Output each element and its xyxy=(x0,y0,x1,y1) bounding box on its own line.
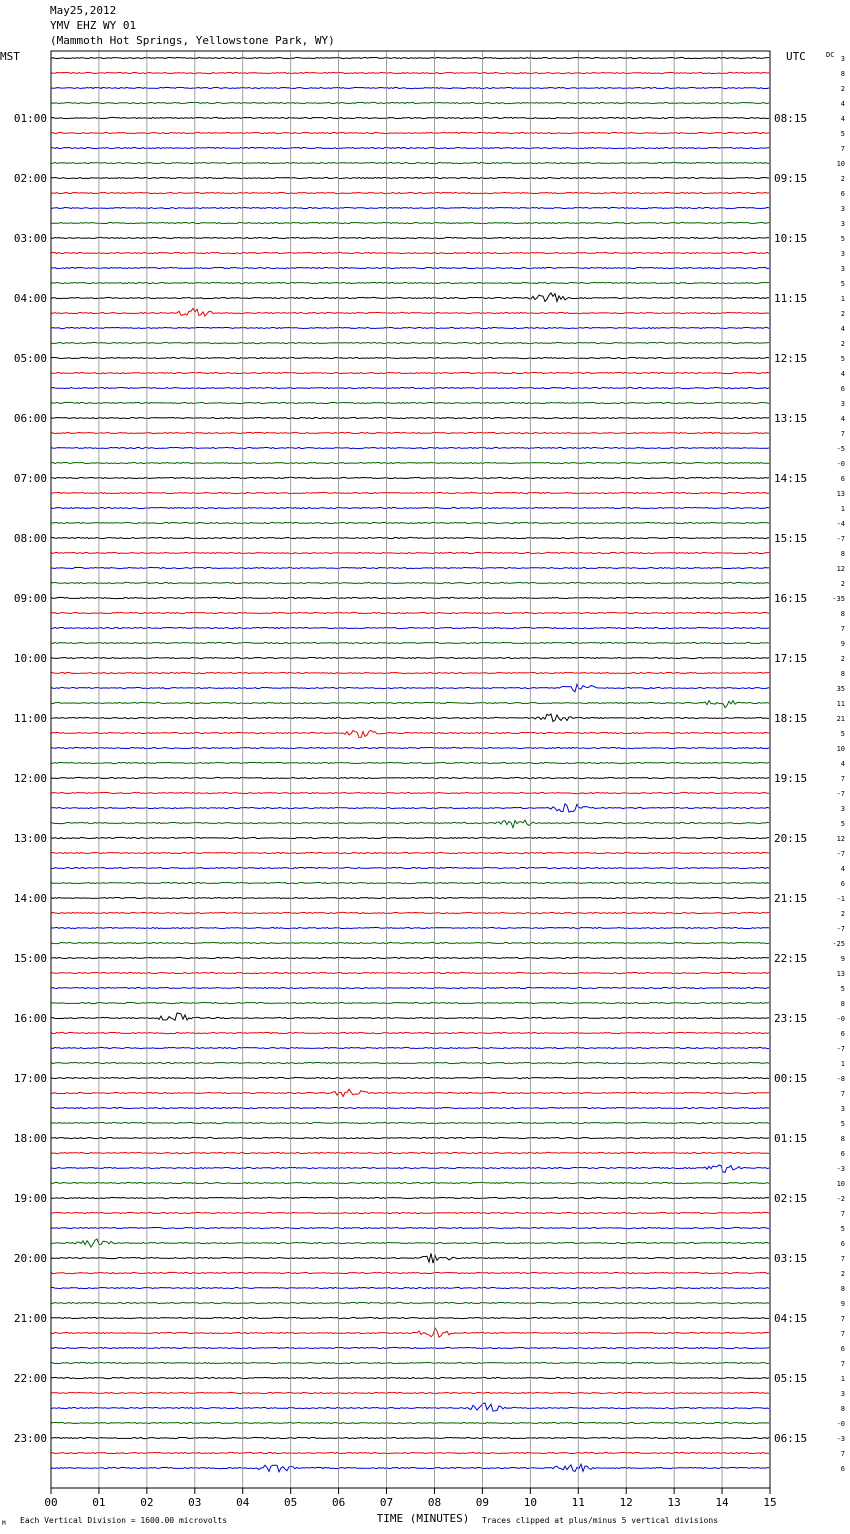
x-tick-label: 13 xyxy=(667,1496,681,1509)
trace-row xyxy=(51,1089,769,1096)
right-hour-label: 05:15 xyxy=(774,1372,808,1385)
dc-offset-label: -7 xyxy=(836,535,845,543)
x-tick-label: 09 xyxy=(475,1496,490,1509)
trace-row xyxy=(51,1182,769,1183)
trace-row xyxy=(51,1328,769,1337)
right-hour-label: 00:15 xyxy=(774,1072,808,1085)
trace-row xyxy=(51,567,769,568)
right-hour-label: 23:15 xyxy=(774,1012,808,1025)
trace-row xyxy=(51,792,769,793)
trace-row xyxy=(51,477,769,478)
trace-row xyxy=(51,432,769,433)
dc-offset-label: -7 xyxy=(836,850,845,858)
dc-offset-label: 3 xyxy=(840,55,845,63)
x-tick-label: 14 xyxy=(715,1496,729,1509)
right-hour-label: 12:15 xyxy=(774,352,808,365)
x-tick-label: 11 xyxy=(571,1496,585,1509)
left-hour-label: 20:00 xyxy=(13,1252,47,1265)
dc-offset-label: 4 xyxy=(840,760,845,768)
trace-row xyxy=(51,87,769,88)
left-hour-label: 11:00 xyxy=(13,712,47,725)
dc-offset-label: 7 xyxy=(840,430,845,438)
right-hour-label: 08:15 xyxy=(774,112,808,125)
dc-offset-label: -7 xyxy=(836,925,845,933)
dc-offset-label: 3 xyxy=(840,205,845,213)
left-timezone-label: MST xyxy=(0,50,20,63)
dc-offset-label: 4 xyxy=(840,370,845,378)
dc-offset-label: 3 xyxy=(840,220,845,228)
x-tick-label: 01 xyxy=(92,1496,106,1509)
trace-row xyxy=(51,447,769,448)
dc-offset-label: 6 xyxy=(840,385,845,393)
trace-row xyxy=(51,327,769,328)
trace-row xyxy=(51,57,769,58)
trace-row xyxy=(51,387,769,388)
dc-offset-label: 7 xyxy=(840,775,845,783)
x-tick-label: 08 xyxy=(427,1496,442,1509)
dc-offset-label: 13 xyxy=(836,490,845,498)
trace-row xyxy=(51,1317,769,1318)
dc-offset-label: 4 xyxy=(840,100,845,108)
trace-row xyxy=(51,1077,769,1078)
trace-row xyxy=(51,1002,769,1003)
right-hour-label: 15:15 xyxy=(774,532,808,545)
dc-offset-label: 6 xyxy=(840,1465,845,1473)
x-tick-label: 02 xyxy=(140,1496,154,1509)
left-hour-label: 10:00 xyxy=(13,652,47,665)
dc-offset-label: 3 xyxy=(840,265,845,273)
dc-offset-label: 6 xyxy=(840,1240,845,1248)
trace-row xyxy=(51,1377,769,1378)
right-hour-label: 14:15 xyxy=(774,472,808,485)
x-tick-label: 06 xyxy=(331,1496,346,1509)
dc-offset-label: 7 xyxy=(840,1450,845,1458)
trace-row xyxy=(51,684,769,691)
right-hour-label: 06:15 xyxy=(774,1432,808,1445)
trace-row xyxy=(51,714,769,721)
dc-offset-label: 5 xyxy=(840,820,845,828)
dc-offset-label: 3 xyxy=(840,1390,845,1398)
dc-offset-label: 35 xyxy=(836,685,845,693)
left-hour-label: 08:00 xyxy=(13,532,47,545)
trace-row xyxy=(51,897,769,898)
label-group xyxy=(14,55,845,1509)
trace-row xyxy=(51,1302,769,1303)
trace-row xyxy=(51,1032,769,1033)
trace-row xyxy=(51,402,769,403)
dc-offset-label: 5 xyxy=(840,130,845,138)
trace-row xyxy=(51,1227,769,1228)
trace-row xyxy=(51,730,769,737)
dc-offset-label: 7 xyxy=(840,625,845,633)
dc-offset-label: 2 xyxy=(840,85,845,93)
right-hour-label: 22:15 xyxy=(774,952,808,965)
trace-row xyxy=(51,1362,769,1363)
left-hour-label: 03:00 xyxy=(13,232,47,245)
dc-offset-label: 3 xyxy=(840,1105,845,1113)
dc-offset-label: 4 xyxy=(840,325,845,333)
trace-row xyxy=(51,942,769,943)
dc-offset-label: 8 xyxy=(840,610,845,618)
dc-column-label: DC xyxy=(826,51,835,59)
dc-offset-label: 7 xyxy=(840,145,845,153)
trace-row xyxy=(51,222,769,223)
trace-row xyxy=(51,162,769,163)
dc-offset-label: 21 xyxy=(836,715,845,723)
trace-row xyxy=(51,507,769,508)
trace-row xyxy=(51,132,769,133)
trace-row xyxy=(51,627,769,628)
dc-offset-label: -2 xyxy=(836,1195,845,1203)
trace-row xyxy=(51,357,769,358)
trace-row xyxy=(51,1403,769,1411)
dc-offset-label: 6 xyxy=(840,1030,845,1038)
trace-row xyxy=(51,972,769,973)
dc-offset-label: 1 xyxy=(840,505,845,513)
left-hour-label: 05:00 xyxy=(13,352,47,365)
dc-offset-label: -35 xyxy=(832,595,845,603)
record-date: May25,2012 xyxy=(50,4,117,17)
dc-offset-label: 1 xyxy=(840,1060,845,1068)
trace-row xyxy=(51,612,769,613)
trace-row xyxy=(51,1047,769,1048)
dc-offset-label: 4 xyxy=(840,865,845,873)
trace-row xyxy=(51,837,769,838)
dc-offset-label: 8 xyxy=(840,550,845,558)
station-code: YMV EHZ WY 01 xyxy=(50,19,137,32)
corner-mark: M xyxy=(2,1520,6,1527)
trace-row xyxy=(51,1107,769,1108)
dc-offset-label: -5 xyxy=(836,445,845,453)
dc-offset-label: 5 xyxy=(840,355,845,363)
trace-row xyxy=(51,72,769,73)
trace-row xyxy=(51,308,769,316)
right-hour-label: 21:15 xyxy=(774,892,808,905)
dc-offset-label: 5 xyxy=(840,280,845,288)
trace-row xyxy=(51,102,769,103)
left-hour-label: 22:00 xyxy=(13,1372,47,1385)
trace-row xyxy=(51,537,769,538)
right-hour-label: 19:15 xyxy=(774,772,808,785)
trace-row xyxy=(51,957,769,958)
dc-offset-label: -0 xyxy=(836,1420,845,1428)
dc-offset-label: -3 xyxy=(836,1165,845,1173)
right-hour-label: 13:15 xyxy=(774,412,808,425)
dc-offset-label: 3 xyxy=(840,805,845,813)
trace-row xyxy=(51,1452,769,1453)
x-tick-label: 05 xyxy=(284,1496,298,1509)
dc-offset-label: 12 xyxy=(836,835,845,843)
x-tick-label: 04 xyxy=(236,1496,250,1509)
left-hour-label: 14:00 xyxy=(13,892,47,905)
right-hour-label: 17:15 xyxy=(774,652,808,665)
dc-offset-label: 10 xyxy=(836,1180,845,1188)
dc-offset-label: -25 xyxy=(832,940,845,948)
trace-row xyxy=(51,1287,769,1288)
trace-row xyxy=(51,582,769,583)
dc-offset-label: 10 xyxy=(836,745,845,753)
trace-row xyxy=(51,597,769,598)
dc-offset-label: -7 xyxy=(836,1045,845,1053)
trace-group xyxy=(51,57,769,1471)
dc-offset-label: 7 xyxy=(840,1255,845,1263)
trace-row xyxy=(51,1437,769,1438)
x-axis-label: TIME (MINUTES) xyxy=(376,1512,470,1525)
trace-row xyxy=(51,1253,769,1263)
x-tick-label: 12 xyxy=(619,1496,633,1509)
dc-offset-label: 3 xyxy=(840,400,845,408)
trace-row xyxy=(51,642,769,643)
right-hour-label: 04:15 xyxy=(774,1312,808,1325)
trace-row xyxy=(51,1422,769,1423)
dc-offset-label: 2 xyxy=(840,1270,845,1278)
right-hour-label: 02:15 xyxy=(774,1192,808,1205)
trace-row xyxy=(51,1464,769,1472)
dc-offset-label: 3 xyxy=(840,250,845,258)
trace-row xyxy=(51,1152,769,1153)
left-hour-label: 21:00 xyxy=(13,1312,47,1325)
dc-offset-label: 8 xyxy=(840,670,845,678)
dc-offset-label: 4 xyxy=(840,115,845,123)
trace-row xyxy=(51,657,769,658)
dc-offset-label: -3 xyxy=(836,1435,845,1443)
left-hour-label: 04:00 xyxy=(13,292,47,305)
trace-row xyxy=(51,372,769,373)
dc-offset-label: 5 xyxy=(840,235,845,243)
left-hour-label: 12:00 xyxy=(13,772,47,785)
trace-row xyxy=(51,762,769,763)
dc-offset-label: 1 xyxy=(840,1375,845,1383)
dc-offset-label: 7 xyxy=(840,1315,845,1323)
right-timezone-label: UTC xyxy=(786,50,806,63)
dc-offset-label: 12 xyxy=(836,565,845,573)
dc-offset-label: 2 xyxy=(840,580,845,588)
trace-row xyxy=(51,177,769,178)
dc-offset-label: 2 xyxy=(840,910,845,918)
dc-offset-label: 8 xyxy=(840,1135,845,1143)
trace-row xyxy=(51,672,769,673)
dc-offset-label: 11 xyxy=(836,700,845,708)
dc-offset-label: 2 xyxy=(840,655,845,663)
trace-row xyxy=(51,927,769,928)
dc-offset-label: 8 xyxy=(840,1405,845,1413)
trace-row xyxy=(51,1165,769,1173)
trace-row xyxy=(51,192,769,193)
dc-offset-label: 6 xyxy=(840,475,845,483)
dc-offset-label: 6 xyxy=(840,190,845,198)
trace-row xyxy=(51,282,769,283)
dc-offset-label: -8 xyxy=(836,1075,845,1083)
trace-row xyxy=(51,267,769,268)
scale-note: Each Vertical Division = 1600.00 microvolts xyxy=(20,1516,228,1525)
trace-row xyxy=(51,747,769,748)
dc-offset-label: 4 xyxy=(840,415,845,423)
right-hour-label: 16:15 xyxy=(774,592,808,605)
trace-row xyxy=(51,117,769,118)
trace-row xyxy=(51,1197,769,1198)
trace-row xyxy=(51,820,769,828)
dc-offset-label: 6 xyxy=(840,880,845,888)
trace-row xyxy=(51,1122,769,1123)
x-tick-label: 07 xyxy=(379,1496,394,1509)
dc-offset-label: -1 xyxy=(836,895,845,903)
dc-offset-label: 7 xyxy=(840,1360,845,1368)
trace-row xyxy=(51,1013,769,1020)
trace-row xyxy=(51,462,769,463)
dc-offset-label: 7 xyxy=(840,1090,845,1098)
dc-offset-label: -7 xyxy=(836,790,845,798)
right-hour-label: 03:15 xyxy=(774,1252,808,1265)
dc-offset-label: 5 xyxy=(840,1225,845,1233)
right-hour-label: 11:15 xyxy=(774,292,808,305)
trace-row xyxy=(51,1137,769,1138)
dc-offset-label: 7 xyxy=(840,1330,845,1338)
trace-row xyxy=(51,867,769,868)
trace-row xyxy=(51,147,769,148)
left-hour-label: 15:00 xyxy=(13,952,47,965)
trace-row xyxy=(51,252,769,253)
trace-row xyxy=(51,342,769,343)
dc-offset-label: -0 xyxy=(836,1015,845,1023)
trace-row xyxy=(51,804,769,812)
trace-row xyxy=(51,987,769,988)
dc-offset-label: 2 xyxy=(840,310,845,318)
trace-row xyxy=(51,492,769,493)
dc-offset-label: 9 xyxy=(840,955,845,963)
left-hour-label: 18:00 xyxy=(13,1132,47,1145)
trace-row xyxy=(51,207,769,208)
left-hour-label: 09:00 xyxy=(13,592,47,605)
dc-offset-label: 2 xyxy=(840,340,845,348)
right-hour-label: 10:15 xyxy=(774,232,808,245)
station-location: (Mammoth Hot Springs, Yellowstone Park, WY) xyxy=(50,34,335,47)
left-hour-label: 01:00 xyxy=(13,112,47,125)
x-tick-label: 03 xyxy=(188,1496,202,1509)
x-tick-label: 00 xyxy=(44,1496,58,1509)
trace-row xyxy=(51,1347,769,1348)
dc-offset-label: 1 xyxy=(840,295,845,303)
trace-row xyxy=(51,1062,769,1063)
trace-row xyxy=(51,1272,769,1273)
dc-offset-label: -0 xyxy=(836,460,845,468)
trace-row xyxy=(51,522,769,523)
trace-row xyxy=(51,1239,769,1247)
dc-offset-label: -4 xyxy=(836,520,845,528)
dc-offset-label: 5 xyxy=(840,730,845,738)
left-hour-label: 07:00 xyxy=(13,472,47,485)
dc-offset-label: 6 xyxy=(840,1150,845,1158)
left-hour-label: 17:00 xyxy=(13,1072,47,1085)
trace-row xyxy=(51,237,769,238)
trace-row xyxy=(51,701,769,708)
dc-offset-label: 9 xyxy=(840,1300,845,1308)
trace-row xyxy=(51,777,769,778)
left-hour-label: 19:00 xyxy=(13,1192,47,1205)
left-hour-label: 06:00 xyxy=(13,412,47,425)
trace-row xyxy=(51,1212,769,1213)
dc-offset-label: 6 xyxy=(840,1345,845,1353)
dc-offset-label: 8 xyxy=(840,70,845,78)
dc-offset-label: 13 xyxy=(836,970,845,978)
right-hour-label: 18:15 xyxy=(774,712,808,725)
left-hour-label: 16:00 xyxy=(13,1012,47,1025)
dc-offset-label: 5 xyxy=(840,1120,845,1128)
dc-offset-label: 9 xyxy=(840,640,845,648)
left-hour-label: 13:00 xyxy=(13,832,47,845)
left-hour-label: 23:00 xyxy=(13,1432,47,1445)
dc-offset-label: 5 xyxy=(840,985,845,993)
right-hour-label: 20:15 xyxy=(774,832,808,845)
trace-row xyxy=(51,1392,769,1393)
x-tick-label: 10 xyxy=(523,1496,537,1509)
dc-offset-label: 8 xyxy=(840,1285,845,1293)
left-hour-label: 02:00 xyxy=(13,172,47,185)
dc-offset-label: 7 xyxy=(840,1210,845,1218)
trace-row xyxy=(51,852,769,853)
right-hour-label: 09:15 xyxy=(774,172,808,185)
trace-row xyxy=(51,293,769,302)
dc-offset-label: 10 xyxy=(836,160,845,168)
dc-offset-label: 2 xyxy=(840,175,845,183)
x-tick-label: 15 xyxy=(763,1496,777,1509)
trace-row xyxy=(51,552,769,553)
clip-note: Traces clipped at plus/minus 5 vertical divisions xyxy=(482,1516,719,1525)
trace-row xyxy=(51,417,769,418)
trace-row xyxy=(51,882,769,883)
dc-offset-label: 8 xyxy=(840,1000,845,1008)
right-hour-label: 01:15 xyxy=(774,1132,808,1145)
trace-row xyxy=(51,912,769,913)
